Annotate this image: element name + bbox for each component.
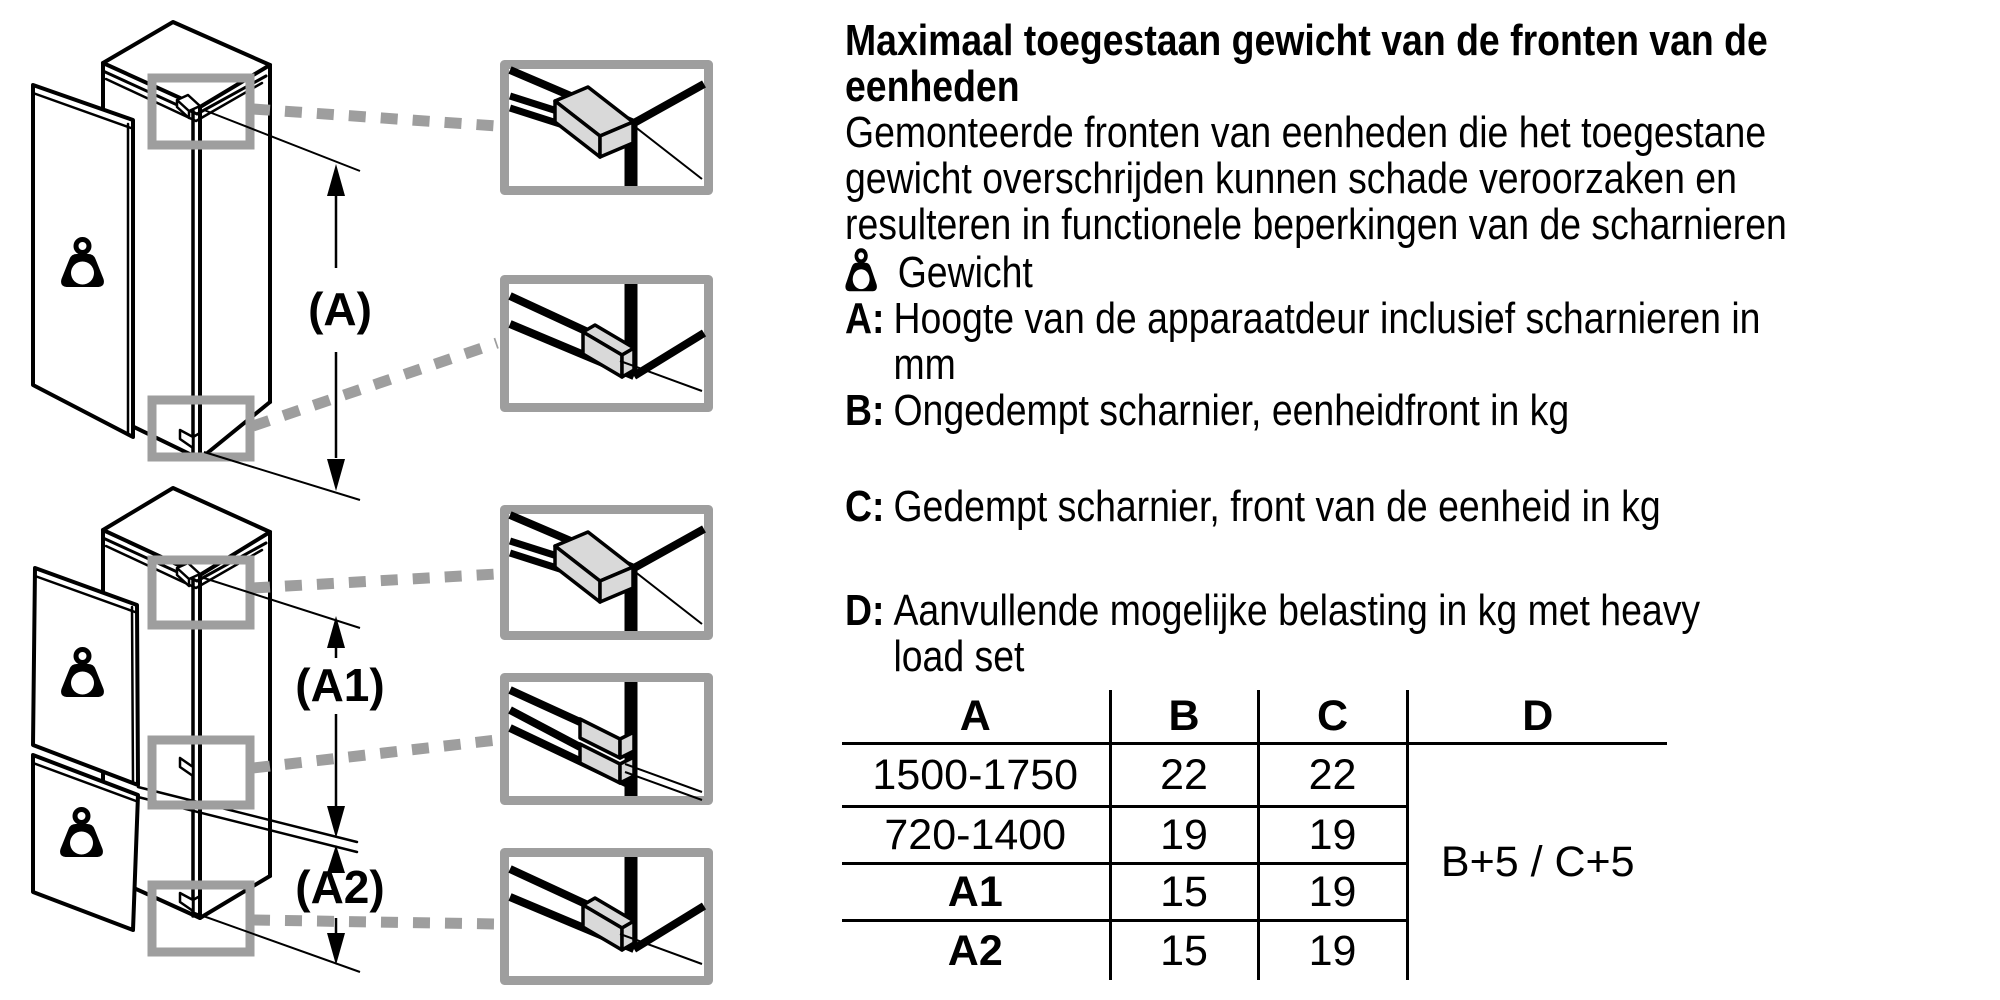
cell-b: 22 (1110, 744, 1258, 807)
legend-text-d: Aanvullende mogelijke belasting in kg met heavy (893, 586, 1701, 635)
dimension-label-a1: (A1) (295, 659, 385, 711)
callout-leader-line (253, 574, 497, 588)
cell-c: 19 (1258, 807, 1407, 864)
legend-text-b: Ongedempt scharnier, eenheidfront in kg (893, 386, 1570, 435)
middle-hinge-detail-callout (505, 678, 709, 801)
legend-text-a: Hoogte van de apparaatdeur inclusief scharnieren in (893, 294, 1761, 343)
installation-diagram (0, 0, 740, 1000)
top-hinge-detail-callout (505, 510, 709, 636)
combi-unit-annotations (152, 560, 497, 972)
legend-item-d (845, 588, 1823, 634)
legend-item-a (845, 296, 1823, 342)
bottom-hinge-detail-callout (505, 853, 709, 981)
table-header-row (842, 690, 1667, 744)
legend-weight (845, 248, 1823, 296)
legend-weight-label: Gewicht (897, 248, 1033, 297)
page-title-line1: Maximaal toegestaan gewicht van de fronten van de (845, 16, 1768, 65)
tall-unit-annotations (152, 78, 497, 500)
column-header-b: B (1110, 690, 1258, 744)
legend-key-c: C: (845, 482, 885, 531)
arrow-down-icon (327, 806, 345, 838)
legend-key-d: D: (845, 586, 885, 635)
cell-b: 19 (1110, 807, 1258, 864)
column-header-d: D (1407, 690, 1667, 744)
intro-line2: gewicht overschrijden kunnen schade veroorzaken en (845, 154, 1737, 203)
dimension-label-a2: (A2) (295, 861, 385, 913)
intro-line1: Gemonteerde fronten van eenheden die het toegestane (845, 108, 1767, 157)
bottom-hinge-block (180, 430, 200, 448)
arrow-down-icon (327, 459, 345, 491)
callout-leader-line (253, 343, 497, 426)
cell-b: 15 (1110, 921, 1258, 981)
legend-text-c: Gedempt scharnier, front van de eenheid in kg (893, 482, 1661, 531)
column-header-c: C (1258, 690, 1407, 744)
weight-table (842, 690, 1667, 980)
cell-a: 1500-1750 (842, 744, 1110, 807)
arrow-up-icon (327, 616, 345, 648)
middle-hinge-block (180, 758, 193, 776)
cell-c: 19 (1258, 864, 1407, 921)
cell-c: 22 (1258, 744, 1407, 807)
cell-a: 720-1400 (842, 807, 1110, 864)
callout-leader-line (253, 740, 497, 768)
callout-leader-line (253, 920, 497, 924)
legend-item-c (845, 484, 1823, 530)
cell-d-merged: B+5 / C+5 (1440, 838, 1635, 886)
legend-key-a: A: (845, 294, 885, 343)
weight-icon (845, 248, 877, 294)
arrow-up-icon (327, 164, 345, 196)
column-header-a: A (842, 690, 1110, 744)
intro-line3: resulteren in functionele beperkingen van de scharnieren (845, 200, 1787, 249)
legend-item-b (845, 388, 1823, 434)
top-hinge-detail-callout (505, 65, 709, 191)
cell-b: 15 (1110, 864, 1258, 921)
callout-leader-line (253, 109, 497, 126)
text-column (845, 18, 1995, 680)
table-row (842, 744, 1667, 807)
legend-item-d-cont: load set (893, 632, 1025, 681)
legend-key-b: B: (845, 386, 885, 435)
cell-a: A1 (842, 864, 1110, 921)
bottom-hinge-detail-callout (505, 280, 709, 408)
legend-item-a-cont: mm (893, 340, 956, 389)
cell-c: 19 (1258, 921, 1407, 981)
dimension-label-a: (A) (308, 283, 372, 335)
cell-a: A2 (842, 921, 1110, 981)
page-title-line2: eenheden (845, 62, 1020, 111)
